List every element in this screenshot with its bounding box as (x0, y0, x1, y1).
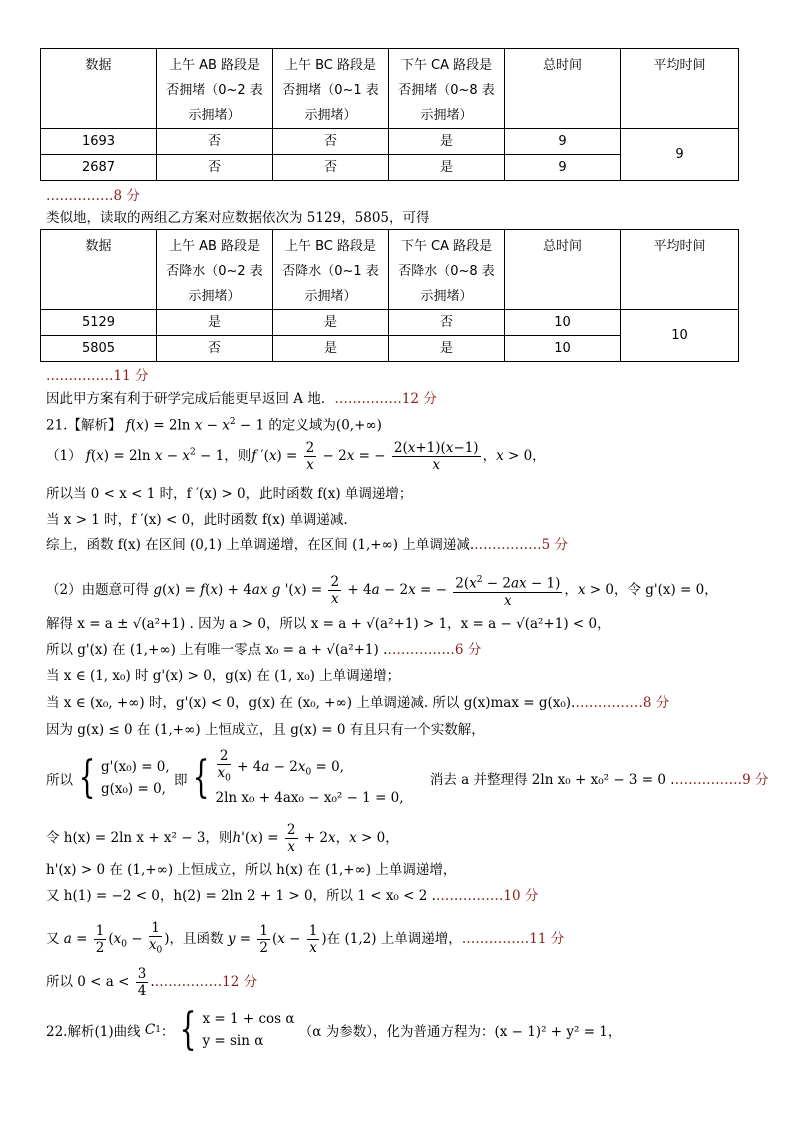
cell-average: 10 (621, 310, 739, 362)
paragraph: h'(x) > 0 在 (1,+∞) 上恒成立，所以 h(x) 在 (1,+∞) 上单调递增， (46, 862, 457, 878)
cell-ca: 是 (389, 336, 505, 362)
paragraph: 所以 0 < a < $\frac{3}{4}$ .……………12 分 (46, 966, 258, 999)
cell-data: 1693 (41, 129, 157, 155)
header-cell: 上午 BC 路段是 否降水（0~1 表 示拥堵） (273, 230, 389, 310)
paragraph: 所以 g'(x) 在 (1,+∞) 上有唯一零点 x₀ = a + √(a²+1) .……………6 分 (46, 642, 482, 658)
table-header-row (41, 230, 739, 310)
paragraph: 当 x ∈ (x₀, +∞) 时，g'(x) < 0，g(x) 在 (x₀, +∞) 上单调递减. 所以 g(x)max = g(x₀).……………8 分 (46, 695, 670, 711)
cell-ab: 否 (157, 155, 273, 181)
q21-title-line: 21.【解析】 f(x) = 2ln $x - x^2 - 1$ 的定义域为(0,+∞) (46, 417, 382, 434)
header-cell: 数据 (41, 49, 157, 129)
cell-total: 9 (505, 129, 621, 155)
cell-ab: 否 (157, 129, 273, 155)
header-cell: 平均时间 (621, 230, 739, 310)
cell-total: 9 (505, 155, 621, 181)
equation-system-line: 所以 { g'(x₀) = 0, g(x₀) = 0, 即 { $\frac{2}{x_0}$ + $4a - 2x_0 = 0$, 2ln x₀ + 4ax₀ − x₀² − 1 = 0, 消去 a 并整理得 2ln x₀ + x₀² − 3 = 0 .……………9 分 (46, 748, 769, 806)
cell-ab: 是 (157, 310, 273, 336)
table-scheme-b (40, 229, 739, 362)
q21-part1-line: （1） f(x) = 2ln $x - x^2 - 1$，则f ′(x) = $\frac{2}{x}$ − 2x = − $\frac{2(x+1)(x-1)}{x}$ ，x > 0， (46, 440, 546, 473)
header-cell: 平均时间 (621, 49, 739, 129)
cell-ca: 是 (389, 155, 505, 181)
score-note: ……………11 分 (46, 368, 149, 384)
cell-ca: 是 (389, 129, 505, 155)
cell-bc: 是 (273, 336, 389, 362)
paragraph: 因为 g(x) ≤ 0 在 (1,+∞) 上恒成立，且 g(x) = 0 有且只有一个实数解， (46, 722, 485, 738)
paragraph: 解得 x = a ± √(a²+1) . 因为 a > 0，所以 x = a + √(a²+1) > 1，x = a − √(a²+1) < 0， (46, 616, 611, 632)
paragraph: 当 x ∈ (1, x₀) 时 g'(x) > 0，g(x) 在 (1, x₀) 上单调递增； (46, 668, 401, 684)
table-row (41, 310, 739, 336)
table-row (41, 129, 739, 155)
cell-ab: 否 (157, 336, 273, 362)
header-cell: 下午 CA 路段是 否降水（0~8 表 示拥堵） (389, 230, 505, 310)
header-cell: 数据 (41, 230, 157, 310)
cell-average: 9 (621, 129, 739, 181)
paragraph: 所以当 0 < x < 1 时，f ′(x) > 0，此时函数 f(x) 单调递增； (46, 486, 413, 502)
cell-bc: 否 (273, 129, 389, 155)
cell-bc: 否 (273, 155, 389, 181)
paragraph: 当 x > 1 时，f ′(x) < 0，此时函数 f(x) 单调递减. (46, 512, 348, 528)
cell-data: 5805 (41, 336, 157, 362)
paragraph: 类似地，读取的两组乙方案对应数据依次为 5129，5805，可得 (46, 210, 430, 226)
header-cell: 总时间 (505, 230, 621, 310)
fraction: $\frac{2(x+1)(x-1)}{x}$ (393, 440, 479, 473)
header-cell: 上午 AB 路段是 否拥堵（0~2 表 示拥堵） (157, 49, 273, 129)
paragraph: 又 h(1) = −2 < 0，h(2) = 2ln 2 + 1 > 0，所以 1 < x₀ < 2 .……………10 分 (46, 888, 539, 904)
table-scheme-a (40, 48, 739, 181)
q21-part2-line: （2）由题意可得 g(x) = f(x) + 4ax g '(x) = $\frac{2}{x}$ + 4a − 2x = − $\frac{2(x^2 - 2ax - 1)}{x}$ ，x > 0，令 g'(x) = 0， (46, 573, 718, 609)
paragraph: 又 a = $\frac{1}{2}$ ($x_0$ − $\frac{1}{x_0}$ )，且函数 y = $\frac{1}{2}$ (x − $\frac{1}{x}$ )在 (1,2) 上单调递增，……………11 分 (46, 920, 565, 956)
math-expression: f (125, 417, 131, 434)
header-cell: 下午 CA 路段是 否拥堵（0~8 表 示拥堵） (389, 49, 505, 129)
score-note: ……………8 分 (46, 188, 140, 204)
paragraph: 因此甲方案有利于研学完成后能更早返回 A 地．……………12 分 (46, 391, 437, 407)
paragraph: 令 h(x) = 2ln x + x² − 3，则h'(x) = $\frac{2}{x}$ + 2x，x > 0， (46, 822, 399, 855)
cell-data: 2687 (41, 155, 157, 181)
cell-bc: 是 (273, 310, 389, 336)
table-header-row (41, 49, 739, 129)
cell-total: 10 (505, 310, 621, 336)
fraction: $\frac{2}{x}$ (305, 440, 315, 473)
paragraph: 综上，函数 f(x) 在区间 (0,1) 上单调递增，在区间 (1,+∞) 上单调递减.……………5 分 (46, 537, 569, 553)
header-cell: 上午 BC 路段是 否拥堵（0~1 表 示拥堵） (273, 49, 389, 129)
header-cell: 上午 AB 路段是 否降水（0~2 表 示拥堵） (157, 230, 273, 310)
cell-ca: 否 (389, 310, 505, 336)
header-cell: 总时间 (505, 49, 621, 129)
cell-data: 5129 (41, 310, 157, 336)
q22-line: 22.解析(1)曲线 C1： { x = 1 + cos α y = sin α （α 为参数），化为普通方程为：(x − 1)² + y² = 1， (46, 1004, 622, 1055)
cell-total: 10 (505, 336, 621, 362)
